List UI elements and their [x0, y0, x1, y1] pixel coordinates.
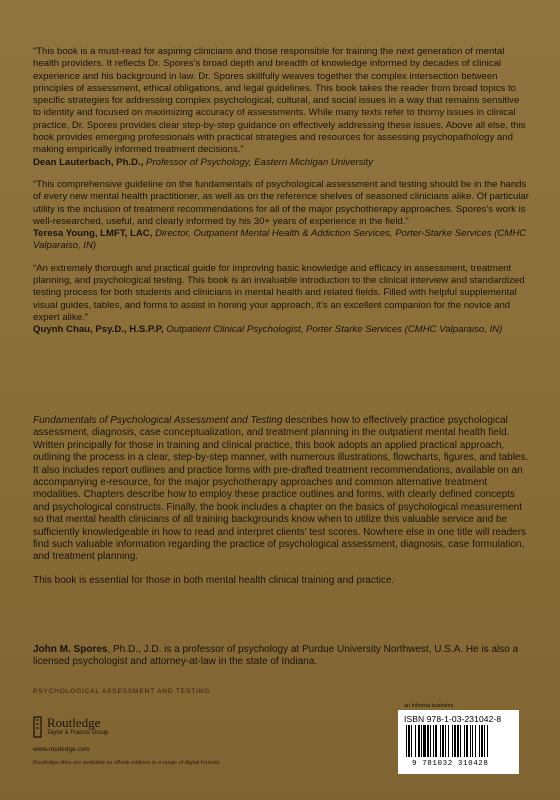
- series-name: PSYCHOLOGICAL ASSESSMENT AND TESTING: [33, 688, 211, 695]
- review-attribution: [33, 324, 529, 336]
- description-paragraph: This book is essential for those in both mental health clinical training and practice.: [33, 574, 395, 586]
- description-text: describes how to effectively practice psychological assessment, diagnosis, case conceptualization, and treatment planning in the outpatient mental health field. Written principally for those in training and clinical practice, this book adopts an applied practical approach, outlining the process in a clear, step-by-step manner, with numerous illustrations, flowcharts, figures, and tables. It also includes report outlines and practice forms with pre-drafted treatment recommendations, available on an accompanying e-resource, for the major psychotherapy approaches and common alternative treatment modalities. Chapters describe how to employ these practice outlines and forms, with clearly defined concepts and psychological constructs. Finally, the book includes a chapter on the basics of psychological measurement so that mental health clinicians of all training backgrounds know when to utilize this valuable service and be sufficiently knowledgeable in how to read and interpret clients’ test scores. Nowhere else in one title will readers find such valuable information regarding the practice of psychological assessment, diagnosis, case formulation, and treatment planning.: [33, 415, 529, 563]
- review: [33, 263, 529, 337]
- reviewer-role: Outpatient Clinical Psychologist, Porter Starke Services (CMHC Valparaiso, IN): [166, 324, 503, 336]
- reviewer-name: Quynh Chau, Psy.D., H.S.P.P,: [33, 324, 164, 336]
- review-attribution: [33, 157, 529, 169]
- ebook-note: Routledge titles are available as eBook editions in a range of digital formats: [33, 760, 220, 766]
- review-text: “An extremely thorough and practical guide for improving basic knowledge and efficacy in assessment, treatment planning, and psychological testing. This book is an invaluable introduction to the clinical interview and standardized testing process for both students and clinicians in mental health and related fields. Filled with helpful supplemental visual guides, tables, and forms to assist in honing your approach, it’s an excellent companion for the novice and expert alike.”: [33, 262, 525, 323]
- review: [33, 179, 529, 253]
- informa-note: an informa business: [404, 703, 454, 709]
- review-text: “This comprehensive guideline on the fundamentals of psychological assessment and testing should be in the hands of every new mental health practitioner, as well as on the reference shelves of seasoned clinicians alike. Of particular utility is the inclusion of treatment recommendations for all of the major psychotherapy approaches. Spores’s work is well-researched, useful, and clearly informed by his 30+ years of experience in the field.”: [33, 178, 529, 227]
- barcode-digits: 9 781032 310428: [412, 760, 489, 768]
- barcode-icon: [404, 725, 512, 759]
- publisher-logo: [33, 716, 108, 738]
- isbn-label: ISBN 978-1-03-231042-8: [404, 714, 502, 724]
- routledge-logo-icon: [33, 716, 42, 738]
- author-bio-text: , Ph.D., J.D. is a professor of psychology at Purdue University Northwest, U.S.A. He is also a licensed psychologist and attorney-at-law in the state of Indiana.: [33, 644, 519, 668]
- reviewer-name: Teresa Young, LMFT, LAC,: [33, 228, 153, 240]
- description-paragraph: [33, 415, 529, 564]
- review: [33, 46, 529, 169]
- publisher-website: www.routledge.com: [33, 746, 90, 753]
- book-title: Fundamentals of Psychological Assessment and Testing: [33, 415, 283, 426]
- reviewer-role: Director, Outpatient Mental Health & Addiction Services, Porter-Starke Services (CMHC Valparaiso, IN): [33, 228, 527, 252]
- author-bio: [33, 644, 529, 669]
- publisher-group: Taylor & Francis Group: [47, 730, 109, 736]
- reviewer-role: Professor of Psychology, Eastern Michigan University: [146, 156, 373, 168]
- author-name: John M. Spores: [33, 644, 108, 655]
- review-attribution: [33, 228, 529, 253]
- reviewer-name: Dean Lauterbach, Ph.D.,: [33, 156, 144, 168]
- publisher-name: Routledge: [47, 715, 101, 730]
- reviews-section: [33, 46, 529, 337]
- review-text: “This book is a must-read for aspiring clinicians and those responsible for training the next generation of mental health providers. It reflects Dr. Spores’s broad depth and breadth of knowledge informed by decades of clinical experience and his background in law. Dr. Spores skillfully weaves together the complex intersection between principles of assessment, ethical obligations, and legal guidelines. This book takes the reader from broad topics to specific strategies for addressing complex psychological, cultural, and social issues in a way that remains sensitive to identity and focused on maximizing accuracy of assessments. While many texts refer to thorny issues in clinical practice, Dr. Spores provides clear step-by-step guidance on effectively addressing these issues. Above all else, this book provides emerging professionals with practical strategies and resources for assessing psychopathology and making empirically informed treatment decisions.”: [33, 46, 526, 156]
- book-description: [33, 415, 529, 598]
